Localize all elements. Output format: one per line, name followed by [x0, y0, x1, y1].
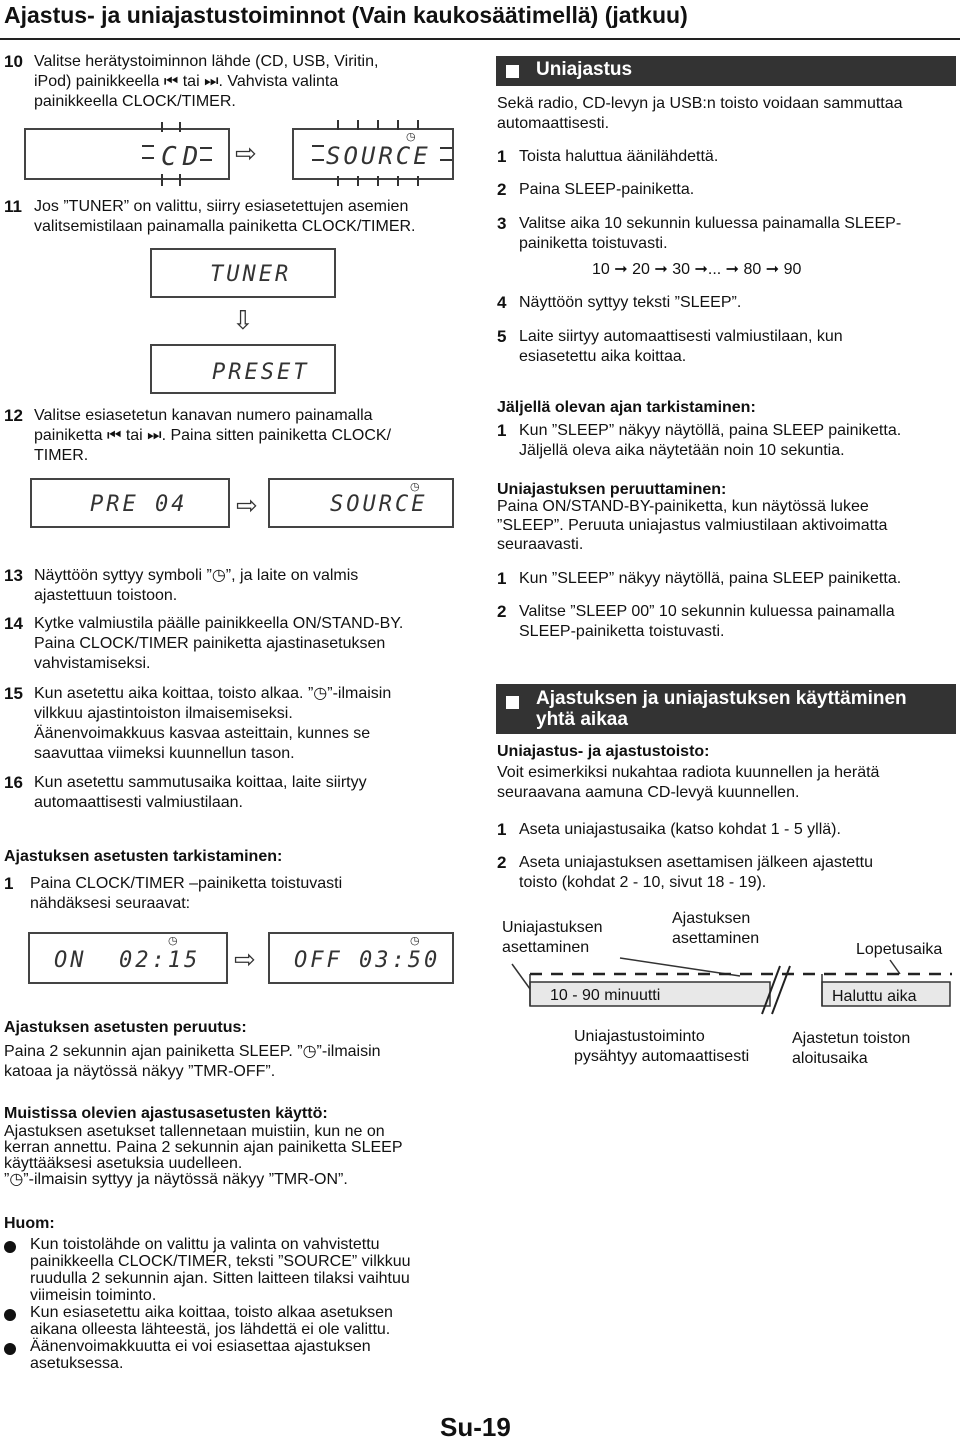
combined-subheading: Uniajastus- ja ajastustoisto:: [497, 743, 710, 760]
timeline-diagram: [490, 944, 960, 1024]
remain-heading: Jäljellä olevan ajan tarkistaminen:: [497, 399, 756, 416]
section-header-combined: Ajastuksen ja uniajastuksen käyttäminen yhtä aikaa: [496, 684, 956, 734]
skip-forward-icon: ⏭: [147, 427, 162, 444]
arrow-right-icon: ➞: [725, 261, 744, 278]
arrow-right-icon: ⇨: [235, 138, 257, 168]
lcd-display-pre04: [30, 478, 230, 528]
clock-icon: ◷: [410, 481, 420, 493]
lcd-text: CD: [161, 142, 205, 172]
check-step-1: 1 Paina CLOCK/TIMER –painiketta toistuvasti nähdäksesi seuraavat:: [4, 874, 343, 912]
lcd-text: SOURCE: [330, 492, 428, 517]
sleep-cancel-heading: Uniajastuksen peruuttaminen:: [497, 481, 727, 498]
sleep-step-3: 3 Valitse aika 10 sekunnin kuluessa painamalla SLEEP- painiketta toistuvasti.: [497, 214, 902, 252]
skip-back-icon: ⏮: [163, 73, 179, 90]
diagram-box-sleep-range: 10 - 90 minuutti: [550, 987, 661, 1004]
note-item: Kun toistolähde on valittu ja valinta on vahvistettu painikkeella CLOCK/TIMER, teksti ”SOURCE” vilkkuu ruudulla 2 sekunnin ajan. Sitten laitteen tilaksi vaihtuu viimeisin toiminto.: [30, 1236, 460, 1304]
skip-back-icon: ⏮: [106, 427, 122, 444]
step-12: 12 Valitse esiasetetun kanavan numero painamalla painiketta ⏮ tai ⏭. Paina sitten painiketta CLOCK/ TIMER.: [4, 406, 392, 464]
step-number: 12: [4, 406, 23, 425]
clock-icon: ◷: [406, 131, 416, 143]
diagram-label-timer-set: Ajastuksen asettaminen: [672, 910, 760, 947]
lcd-display-off: [268, 932, 454, 984]
clock-icon: ◷: [302, 1043, 317, 1060]
clock-icon: ◷: [168, 935, 178, 947]
clock-icon: ◷: [9, 1171, 24, 1188]
arrow-right-icon: ➞: [614, 261, 633, 278]
step-11: 11 Jos ”TUNER” on valittu, siirry esiasetettujen asemien valitsemistilaan painamalla painiketta CLOCK/TIMER.: [4, 197, 416, 235]
square-bullet-icon: [506, 65, 519, 78]
arrow-right-icon: ➞: [694, 261, 708, 278]
section-header-sleep: Uniajastus: [496, 56, 956, 86]
step-number: 13: [4, 566, 23, 585]
lcd-text: ON 02:15: [54, 948, 201, 973]
page-number: Su-19: [440, 1412, 511, 1442]
sleep-step-2: 2 Paina SLEEP-painiketta.: [497, 180, 695, 199]
lcd-display-preset: [150, 344, 336, 394]
page-title: Ajastus- ja uniajastustoiminnot (Vain kaukosäätimellä) (jatkuu): [4, 2, 688, 28]
remain-step-1: 1 Kun ”SLEEP” näkyy näytöllä, paina SLEEP painiketta. Jäljellä oleva aika näytetään noin 10 sekuntia.: [497, 421, 902, 459]
note-list: [30, 1236, 460, 1372]
square-bullet-icon: [506, 696, 519, 709]
blink-rays-icon: [140, 118, 230, 190]
sleep-step-5: 5 Laite siirtyy automaattisesti valmiustilaan, kun esiasetettu aika koittaa.: [497, 327, 843, 365]
step-text: Valitse herätystoiminnon lähde (CD, USB, Viritin, iPod) painikkeella ⏮ tai ⏭. Vahvista valinta painikkeella CLOCK/TIMER.: [34, 53, 379, 110]
step-15: 15 Kun asetettu aika koittaa, toisto alkaa. ”◷”-ilmaisin vilkkuu ajastintoiston ilmaisemiseksi. Äänenvoimakkuus kasvaa asteittain, kunnes se saavuttaa viimeksi kuunnellun tason.: [4, 684, 392, 762]
clock-icon: ◷: [410, 935, 420, 947]
note-item: Kun esiasetettu aika koittaa, toisto alkaa asetuksen aikana olleesta lähteestä, jos lähdettä ei ole valittu.: [30, 1304, 460, 1338]
blink-rays-icon: [308, 118, 456, 190]
lcd-text: SOURCE: [326, 142, 431, 170]
combined-intro: Voit esimerkiksi nukahtaa radiota kuunnellen ja herätä seuraavana aamuna CD-levyä kuunnellen.: [497, 764, 880, 801]
skip-forward-icon: ⏭: [204, 73, 219, 90]
check-heading: Ajastuksen asetusten tarkistaminen:: [4, 848, 283, 865]
diagram-label-end-time: Lopetusaika: [856, 941, 943, 958]
arrow-right-icon: ➞: [654, 261, 673, 278]
memory-text: Ajastuksen asetukset tallennetaan muistiin, kun ne on kerran annettu. Paina 2 sekunnin ajan painiketta SLEEP käyttääksesi asetuksia uudelleen. ”◷”-ilmaisin syttyy ja näytössä näkyy ”TMR-ON”.: [4, 1123, 403, 1188]
lcd-text: PRE 04: [90, 492, 188, 517]
lcd-display-tuner: [150, 248, 336, 298]
cancel-text: Paina 2 sekunnin ajan painiketta SLEEP. ”◷”-ilmaisin katoaa ja näytössä näkyy ”TMR-OFF”.: [4, 1043, 381, 1080]
sleep-cancel-text: Paina ON/STAND-BY-painiketta, kun näytössä lukee ”SLEEP”. Peruuta uniajastus valmiustilaan aktivoimatta seuraavasti.: [497, 498, 888, 553]
diagram-label-sleep-set: Uniajastuksen asettaminen: [502, 919, 603, 956]
sleep-cancel-step-2: 2 Valitse ”SLEEP 00” 10 sekunnin kuluessa painamalla SLEEP-painiketta toistuvasti.: [497, 602, 895, 640]
note-heading: Huom:: [4, 1215, 55, 1232]
arrow-right-icon: ⇨: [236, 490, 258, 520]
lcd-text: PRESET: [212, 360, 310, 385]
arrow-right-icon: ⇨: [234, 944, 256, 974]
arrow-right-icon: ➞: [765, 261, 784, 278]
diagram-label-sleep-stops: Uniajastustoiminto pysähtyy automaattisesti: [574, 1028, 750, 1065]
lcd-display-on: [28, 932, 228, 984]
combined-step-1: 1 Aseta uniajastusaika (katso kohdat 1 - 5 yllä).: [497, 820, 841, 839]
step-10: [4, 52, 454, 110]
step-16: 16 Kun asetettu sammutusaika koittaa, laite siirtyy automaattisesti valmiustilaan.: [4, 773, 367, 811]
clock-icon: ◷: [211, 567, 226, 584]
lcd-text: OFF 03:50: [294, 948, 441, 973]
step-number: 11: [4, 197, 22, 216]
memory-heading: Muistissa olevien ajastusasetusten käyttö:: [4, 1105, 328, 1122]
step-number: 15: [4, 684, 23, 703]
step-13: 13 Näyttöön syttyy symboli ”◷”, ja laite on valmis ajastettuun toistoon.: [4, 566, 359, 604]
sleep-cancel-step-1: 1 Kun ”SLEEP” näkyy näytöllä, paina SLEEP painiketta.: [497, 569, 902, 588]
sleep-intro: Sekä radio, CD-levyn ja USB:n toisto voidaan sammuttaa automaattisesti.: [497, 95, 903, 132]
title-rule: [0, 38, 960, 40]
diagram-label-play-start: Ajastetun toiston aloitusaika: [792, 1030, 911, 1067]
step-number: 1: [4, 874, 14, 893]
sleep-time-sequence: 10 ➞ 20 ➞ 30 ➞... ➞ 80 ➞ 90: [592, 261, 802, 278]
step-14: 14 Kytke valmiustila päälle painikkeella ON/STAND-BY. Paina CLOCK/TIMER painiketta ajastinasetuksen vahvistamiseksi.: [4, 614, 404, 672]
step-number: 14: [4, 614, 23, 633]
sleep-step-4: 4 Näyttöön syttyy teksti ”SLEEP”.: [497, 293, 742, 312]
step-number: 10: [4, 52, 23, 71]
arrow-down-icon: ⇩: [232, 305, 254, 335]
step-number: 16: [4, 773, 23, 792]
lcd-text: TUNER: [210, 262, 292, 287]
diagram-box-desired-time: Haluttu aika: [832, 988, 917, 1005]
sleep-step-1: 1 Toista haluttua äänilähdettä.: [497, 147, 719, 166]
cancel-heading: Ajastuksen asetusten peruutus:: [4, 1019, 247, 1036]
lcd-display-source-2: [268, 478, 454, 528]
clock-icon: ◷: [313, 685, 328, 702]
combined-step-2: 2 Aseta uniajastuksen asettamisen jälkeen ajastettu toisto (kohdat 2 - 10, sivut 18 - 19).: [497, 853, 873, 891]
note-item: Äänenvoimakkuutta ei voi esiasettaa ajastuksen asetuksessa.: [30, 1338, 460, 1372]
